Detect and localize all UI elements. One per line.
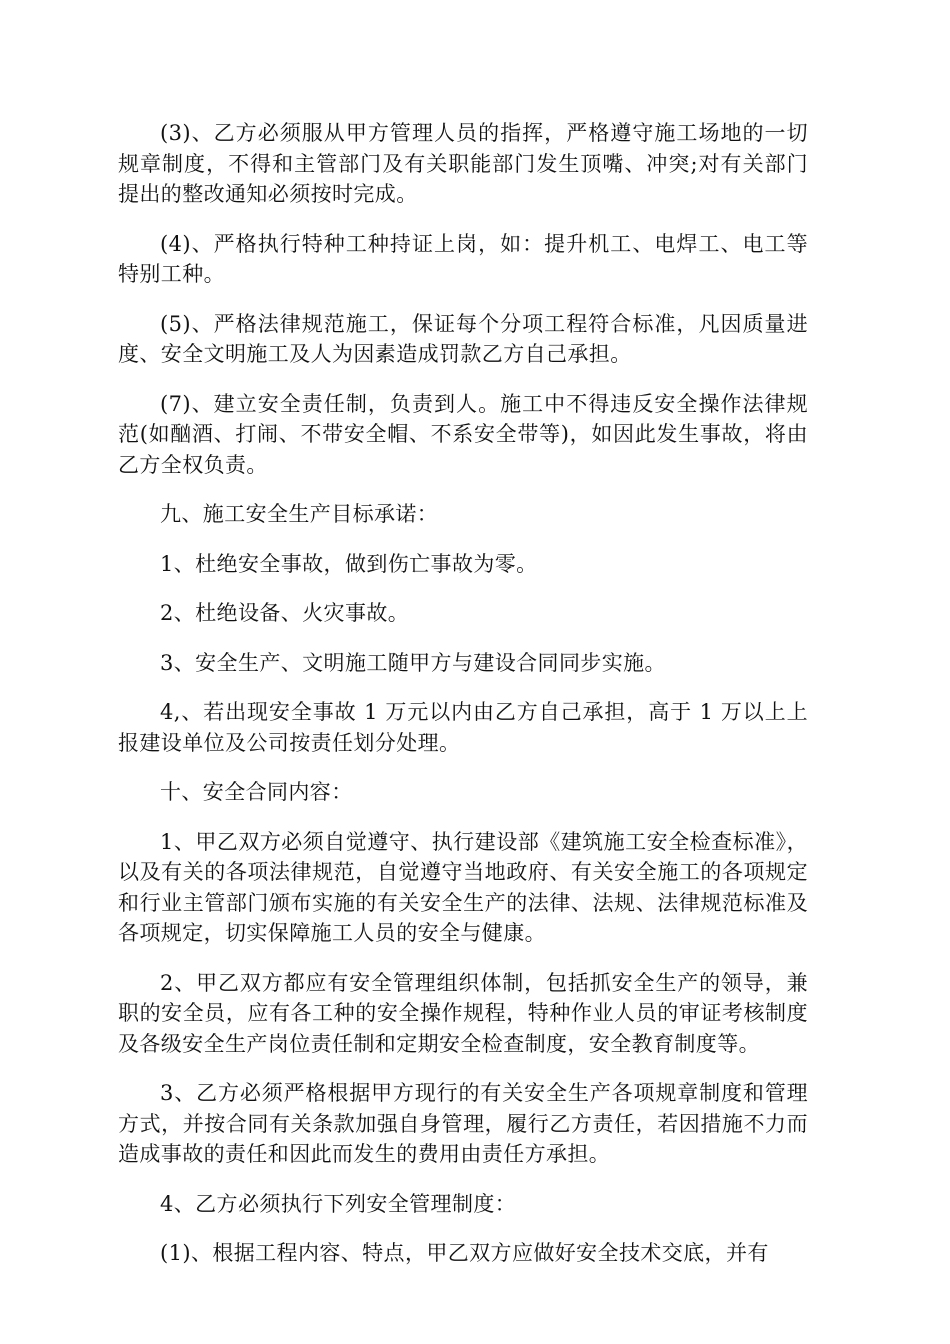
paragraph-rule-1: (1)、根据工程内容、特点，甲乙双方应做好安全技术交底，并有 — [160, 1241, 769, 1265]
paragraph-contract-4: 4、乙方必须执行下列安全管理制度： — [160, 1191, 517, 1216]
paragraph-goal-3: 3、安全生产、文明施工随甲方与建设合同同步实施。 — [160, 650, 666, 675]
section-heading-nine: 九、施工安全生产目标承诺： — [160, 502, 439, 526]
paragraph-item-5: (5)、严格法律规范施工，保证每个分项工程符合标准，凡因质量进度、安全文明施工及人为因素造成罚款乙方自己承担。 — [118, 311, 808, 366]
document-body — [118, 118, 808, 1288]
paragraph-goal-4: 4,、若出现安全事故 1 万元以内由乙方自己承担，高于 1 万以上上报建设单位及公司按责任划分处理。 — [118, 700, 808, 755]
paragraph-contract-1: 1、甲乙双方必须自觉遵守、执行建设部《建筑施工安全检查标准》，以及有关的各项法律规范，自觉遵守当地政府、有关安全施工的各项规定和行业主管部门颁布实施的有关安全生产的法律、法规、法律规范标准及各项规定，切实保障施工人员的安全与健康。 — [118, 829, 808, 945]
paragraph-item-3: (3)、乙方必须服从甲方管理人员的指挥，严格遵守施工场地的一切规章制度，不得和主管部门及有关职能部门发生顶嘴、冲突;对有关部门提出的整改通知必须按时完成。 — [118, 121, 808, 206]
paragraph-contract-3: 3、乙方必须严格根据甲方现行的有关安全生产各项规章制度和管理方式，并按合同有关条款加强自身管理，履行乙方责任，若因措施不力而造成事故的责任和因此而发生的费用由责任方承担。 — [118, 1081, 808, 1166]
paragraph-goal-1: 1、杜绝安全事故，做到伤亡事故为零。 — [160, 551, 538, 576]
paragraph-contract-2: 2、甲乙双方都应有安全管理组织体制，包括抓安全生产的领导，兼职的安全员，应有各工种的安全操作规程，特种作业人员的审证考核制度及各级安全生产岗位责任制和定期安全检查制度，安全教育制度等。 — [118, 970, 808, 1056]
paragraph-item-7: (7)、建立安全责任制，负责到人。施工中不得违反安全操作法律规范(如酗酒、打闹、不带安全帽、不系安全带等)，如因此发生事故，将由乙方全权负责。 — [118, 391, 808, 477]
paragraph-goal-2: 2、杜绝设备、火灾事故。 — [160, 601, 410, 625]
paragraph-item-4: (4)、严格执行特种工种持证上岗，如：提升机工、电焊工、电工等特别工种。 — [118, 231, 808, 286]
section-heading-ten: 十、安全合同内容： — [160, 780, 353, 804]
